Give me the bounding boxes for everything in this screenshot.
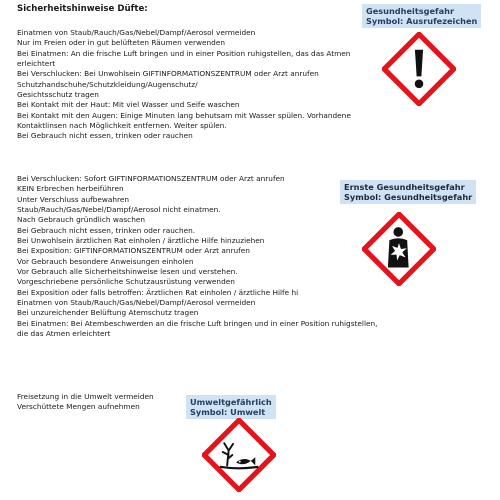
precaution-list-2 bbox=[17, 174, 378, 340]
list-item: Bei Kontakt mit der Haut: Mit viel Wasser und Seife waschen bbox=[17, 100, 240, 110]
list-item: Bei Exposition oder falls betroffen: Ärztlichen Rat einholen / ärztliche Hilfe hi bbox=[17, 287, 299, 297]
hazard-badge-health bbox=[362, 4, 481, 28]
badge-line: Symbol: Umwelt bbox=[190, 407, 266, 417]
badge-line: Gesundheitsgefahr bbox=[366, 6, 455, 16]
list-item: Nach Gebrauch gründlich waschen bbox=[17, 215, 146, 225]
list-item: Bei Verschlucken: Sofort GIFTINFORMATIONSZENTRUM oder Arzt anrufen bbox=[17, 174, 285, 183]
list-item: Kontaktlinsen nach Möglichkeit entfernen. Weiter spülen. bbox=[17, 121, 227, 131]
list-item: Bei Gebrauch nicht essen, trinken oder rauchen bbox=[17, 131, 193, 141]
environment-hazard-icon bbox=[202, 418, 276, 492]
list-item: Vorgeschriebene persönliche Schutzausrüstung verwenden bbox=[17, 277, 235, 287]
list-item: Einatmen von Staub/Rauch/Gas/Nebel/Dampf/Aerosol vermeiden bbox=[17, 298, 256, 308]
precaution-list-1 bbox=[17, 28, 351, 142]
precaution-list-3 bbox=[17, 392, 154, 413]
list-item: Bei unzureichender Belüftung Atemschutz tragen bbox=[17, 308, 199, 318]
list-item: Verschüttete Mengen aufnehmen bbox=[17, 402, 140, 412]
badge-line: Umweltgefährlich bbox=[190, 397, 272, 407]
list-item: Vor Gebrauch alle Sicherheitshinweise lesen und verstehen. bbox=[17, 267, 238, 277]
list-item: Unter Verschluss aufbewahren bbox=[17, 194, 130, 204]
list-item: Nur im Freien oder in gut belüfteten Räumen verwenden bbox=[17, 38, 225, 48]
list-item: KEIN Erbrechen herbeiführen bbox=[17, 184, 124, 194]
list-item: Einatmen von Staub/Rauch/Gas/Nebel/Dampf/Aerosol vermeiden bbox=[17, 28, 256, 37]
badge-line: Symbol: Ausrufezeichen bbox=[366, 16, 478, 26]
list-item: Staub/Rauch/Gas/Nebel/Dampf/Aerosol nicht einatmen. bbox=[17, 205, 221, 215]
list-item: erleichtert bbox=[17, 59, 56, 69]
badge-line: Symbol: Gesundheitsgefahr bbox=[344, 192, 473, 202]
health-hazard-icon bbox=[362, 212, 436, 286]
list-item: die das Atmen erleichtert bbox=[17, 329, 111, 339]
badge-line: Ernste Gesundheitsgefahr bbox=[344, 182, 465, 192]
list-item: Bei Einatmen: Bei Atembeschwerden an die frische Luft bringen und in einer Position ruhigstellen, bbox=[17, 318, 378, 328]
hazard-badge-environment bbox=[186, 395, 276, 419]
list-item: Bei Exposition: GIFTINFORMATIONSZENTRUM oder Arzt anrufen bbox=[17, 246, 250, 256]
list-item: Gesichtsschutz tragen bbox=[17, 90, 99, 100]
hazard-badge-serious-health bbox=[340, 180, 476, 204]
list-item: Bei Kontakt mit den Augen: Einige Minuten lang behutsam mit Wasser spülen. Vorhandene bbox=[17, 110, 351, 120]
list-item: Bei Einatmen: An die frische Luft bringen und in einer Position ruhigstellen, das das Atmen bbox=[17, 48, 351, 58]
list-item: Vor Gebrauch besondere Anweisungen einholen bbox=[17, 256, 194, 266]
exclamation-mark-icon bbox=[382, 32, 456, 106]
list-item: Bei Unwohlsein ärztlichen Rat einholen / ärztliche Hilfe hinzuziehen bbox=[17, 236, 265, 246]
list-item: Bei Verschlucken: Bei Unwohlsein GIFTINFORMATIONSZENTRUM oder Arzt anrufen bbox=[17, 69, 319, 79]
page-title: Sicherheitshinweise Düfte: bbox=[17, 4, 148, 14]
list-item: Bei Gebrauch nicht essen, trinken oder rauchen. bbox=[17, 225, 196, 235]
list-item: Freisetzung in die Umwelt vermeiden bbox=[17, 392, 154, 401]
list-item: Schutzhandschuhe/Schutzkleidung/Augenschutz/ bbox=[17, 79, 198, 89]
